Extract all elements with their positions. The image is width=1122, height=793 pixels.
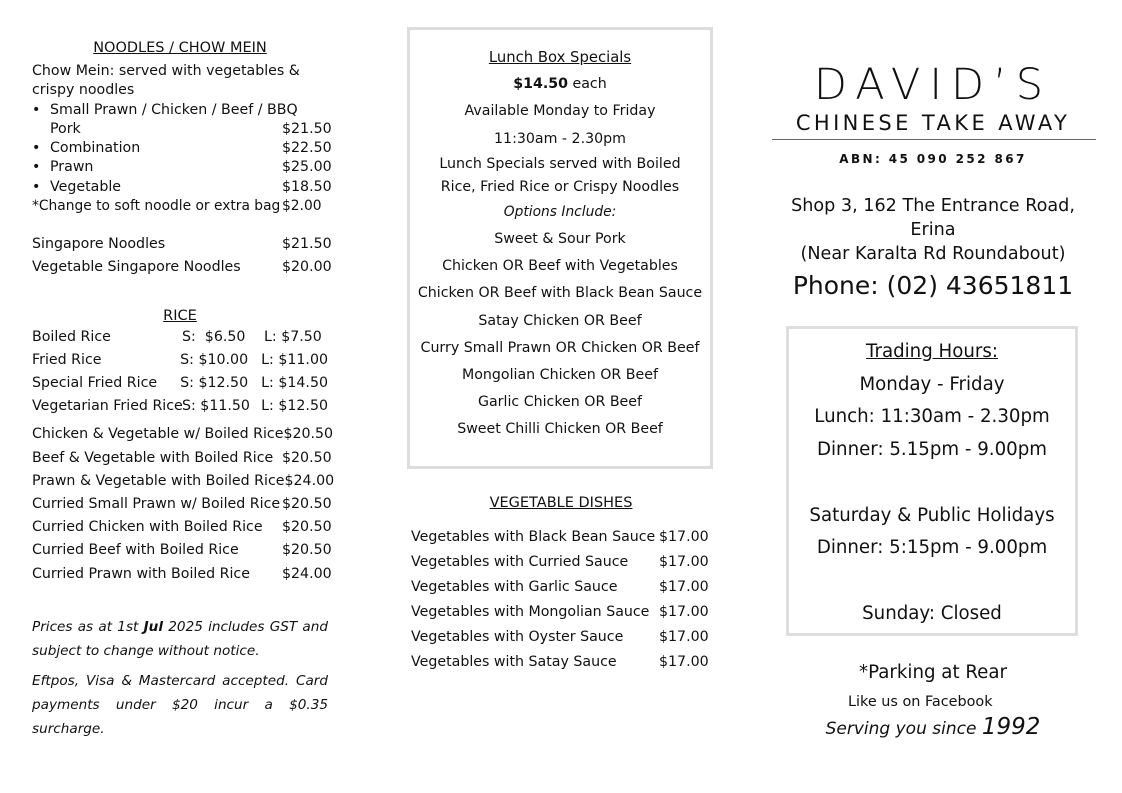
vegetables-title: VEGETABLE DISHES — [489, 495, 633, 511]
item-price: $17.00 — [659, 554, 709, 570]
item-name: Vegetarian Fried Rice — [32, 398, 183, 415]
address-line: Shop 3, 162 The Entrance Road, Erina — [791, 196, 1075, 240]
abn: ABN: 45 090 252 867 — [839, 152, 1027, 166]
hours-line: Dinner: 5.15pm - 9.00pm — [816, 439, 1047, 461]
item-name: Fried Rice — [32, 352, 102, 369]
list-item: Chicken OR Beef with Black Bean Sauce — [417, 285, 703, 302]
list-item — [411, 525, 711, 550]
item-name: Vegetables with Garlic Sauce — [411, 579, 618, 595]
lunch-time: 11:30am - 2.30pm — [494, 130, 626, 147]
item-price: $21.50 — [282, 120, 332, 137]
item-name: Vegetables with Mongolian Sauce — [411, 604, 650, 620]
list-item — [411, 575, 711, 600]
lunch-availability: Available Monday to Friday — [464, 103, 656, 120]
item-price: $25.00 — [282, 159, 332, 176]
item-name: Vegetables with Oyster Sauce — [411, 629, 624, 645]
item-name: Special Fried Rice — [32, 375, 158, 392]
list-item — [32, 447, 332, 470]
list-item: Chicken OR Beef with Vegetables — [442, 258, 678, 275]
hours-line: Monday - Friday — [859, 373, 1005, 395]
small-price: S: $11.50 — [182, 398, 250, 415]
lunch-served: Lunch Specials served with Boiled Rice, Fried Rice or Crispy Noodles — [439, 155, 681, 195]
list-item: Curry Small Prawn OR Chicken OR Beef — [420, 339, 700, 356]
list-item — [32, 233, 332, 256]
list-item — [32, 178, 332, 197]
list-item: Sweet Chilli Chicken OR Beef — [457, 421, 663, 438]
item-name: Combination — [50, 140, 141, 157]
item-price: $17.00 — [659, 654, 709, 670]
item-price: $17.00 — [659, 579, 709, 595]
prices-note: Prices as at 1st Jul 2025 includes GST and subject to change without notice. — [32, 618, 328, 659]
list-item: Satay Chicken OR Beef — [478, 312, 642, 329]
address-line: (Near Karalta Rd Roundabout) — [800, 244, 1066, 264]
item-name: Curried Beef with Boiled Rice — [32, 542, 239, 559]
list-item: Garlic Chicken OR Beef — [477, 394, 642, 411]
phone-number: Phone: (02) 43651811 — [792, 271, 1074, 300]
brand-name: DAVID’S — [813, 60, 1053, 110]
lunch-box-specials — [407, 27, 713, 469]
item-name: Vegetable — [50, 178, 121, 195]
small-price: S: $6.50 — [182, 329, 246, 346]
list-item — [411, 625, 711, 650]
item-price: $24.00 — [284, 472, 335, 489]
list-item: Mongolian Chicken OR Beef — [462, 367, 658, 384]
small-price: S: $12.50 — [180, 375, 249, 392]
list-item — [32, 539, 332, 562]
item-price: $2.00 — [282, 198, 322, 215]
list-item — [32, 493, 332, 516]
list-item: Sweet & Sour Pork — [494, 231, 626, 248]
large-price: L: $14.50 — [261, 375, 328, 392]
list-item — [32, 101, 328, 120]
item-name: *Change to soft noodle or extra bag — [32, 198, 281, 215]
lunch-price: $14.50 each — [513, 76, 607, 93]
item-price: $20.50 — [283, 426, 334, 443]
large-price: L: $11.00 — [261, 352, 328, 369]
item-name: Pork — [50, 120, 81, 137]
list-item — [32, 256, 332, 279]
hours-line: Sunday: Closed — [862, 602, 1002, 624]
item-name: Curried Small Prawn w/ Boiled Rice — [32, 495, 281, 512]
small-price: S: $10.00 — [180, 352, 249, 369]
list-item — [32, 470, 335, 493]
item-price: $20.50 — [282, 542, 332, 559]
list-item — [32, 326, 328, 349]
rice-title: RICE — [163, 308, 197, 325]
bullet-icon: • — [32, 140, 41, 157]
hours-line: Lunch: 11:30am - 2.30pm — [814, 406, 1050, 428]
bullet-icon: • — [32, 159, 41, 176]
item-price: $20.50 — [282, 519, 332, 536]
brand-subtitle: CHINESE TAKE AWAY — [795, 111, 1071, 135]
item-name: Curried Prawn with Boiled Rice — [32, 565, 250, 582]
bullet-icon: • — [32, 178, 41, 195]
list-item — [411, 650, 711, 675]
address — [770, 194, 1096, 266]
facebook-link[interactable]: Like us on Facebook — [848, 694, 993, 710]
list-item — [411, 550, 711, 575]
list-item — [32, 120, 332, 139]
parking-note: *Parking at Rear — [859, 662, 1007, 683]
item-name: Singapore Noodles — [32, 236, 166, 253]
item-name: Vegetable Singapore Noodles — [32, 259, 241, 276]
item-name: Beef & Vegetable with Boiled Rice — [32, 449, 274, 466]
item-price: $18.50 — [282, 178, 332, 195]
item-name: Small Prawn / Chicken / Beef / BBQ — [50, 101, 298, 118]
item-name: Boiled Rice — [32, 329, 111, 346]
item-name: Chicken & Vegetable w/ Boiled Rice — [32, 426, 284, 443]
item-price: $17.00 — [659, 629, 709, 645]
item-name: Vegetables with Curried Sauce — [411, 554, 629, 570]
list-item — [32, 158, 332, 177]
vegetable-dishes — [411, 495, 711, 675]
bullet-icon: • — [32, 101, 41, 118]
item-name: Curried Chicken with Boiled Rice — [32, 519, 263, 536]
noodles-rice-column — [32, 40, 335, 741]
large-price: L: $12.50 — [261, 398, 328, 415]
large-price: L: $7.50 — [264, 329, 322, 346]
item-price: $21.50 — [282, 236, 332, 253]
list-item — [32, 139, 332, 158]
divider — [772, 139, 1096, 140]
item-price: $22.50 — [282, 140, 332, 157]
noodles-title: NOODLES / CHOW MEIN — [93, 40, 267, 56]
list-item — [32, 423, 334, 446]
list-item — [32, 563, 332, 586]
hours-line: Dinner: 5:15pm - 9.00pm — [816, 537, 1048, 559]
item-name: Prawn & Vegetable with Boiled Rice — [32, 472, 285, 489]
list-item — [32, 395, 328, 418]
item-price: $20.00 — [282, 259, 332, 276]
extra-option — [32, 197, 328, 216]
trading-hours-box — [786, 326, 1078, 636]
serving-since: Serving you since 1992 — [825, 714, 1041, 740]
item-price: $17.00 — [659, 529, 709, 545]
chow-mein-intro: Chow Mein: served with vegetables & crispy noodles — [32, 63, 300, 99]
item-name: Vegetables with Black Bean Sauce — [411, 529, 656, 545]
payment-note: Eftpos, Visa & Mastercard accepted. Card payments under $20 incur a $0.35 surcharge. — [32, 672, 328, 737]
list-item — [32, 349, 328, 372]
item-price: $20.50 — [282, 449, 332, 466]
item-price: $17.00 — [659, 604, 709, 620]
item-name: Prawn — [50, 159, 94, 176]
item-price: $20.50 — [282, 495, 332, 512]
list-item — [32, 516, 332, 539]
hours-title: Trading Hours: — [866, 341, 998, 362]
list-item — [411, 600, 711, 625]
lunch-title: Lunch Box Specials — [488, 49, 632, 66]
item-price: $24.00 — [282, 565, 332, 582]
hours-line: Saturday & Public Holidays — [809, 504, 1055, 526]
options-label: Options Include: — [503, 203, 617, 220]
list-item — [32, 372, 328, 395]
item-name: Vegetables with Satay Sauce — [411, 654, 617, 670]
